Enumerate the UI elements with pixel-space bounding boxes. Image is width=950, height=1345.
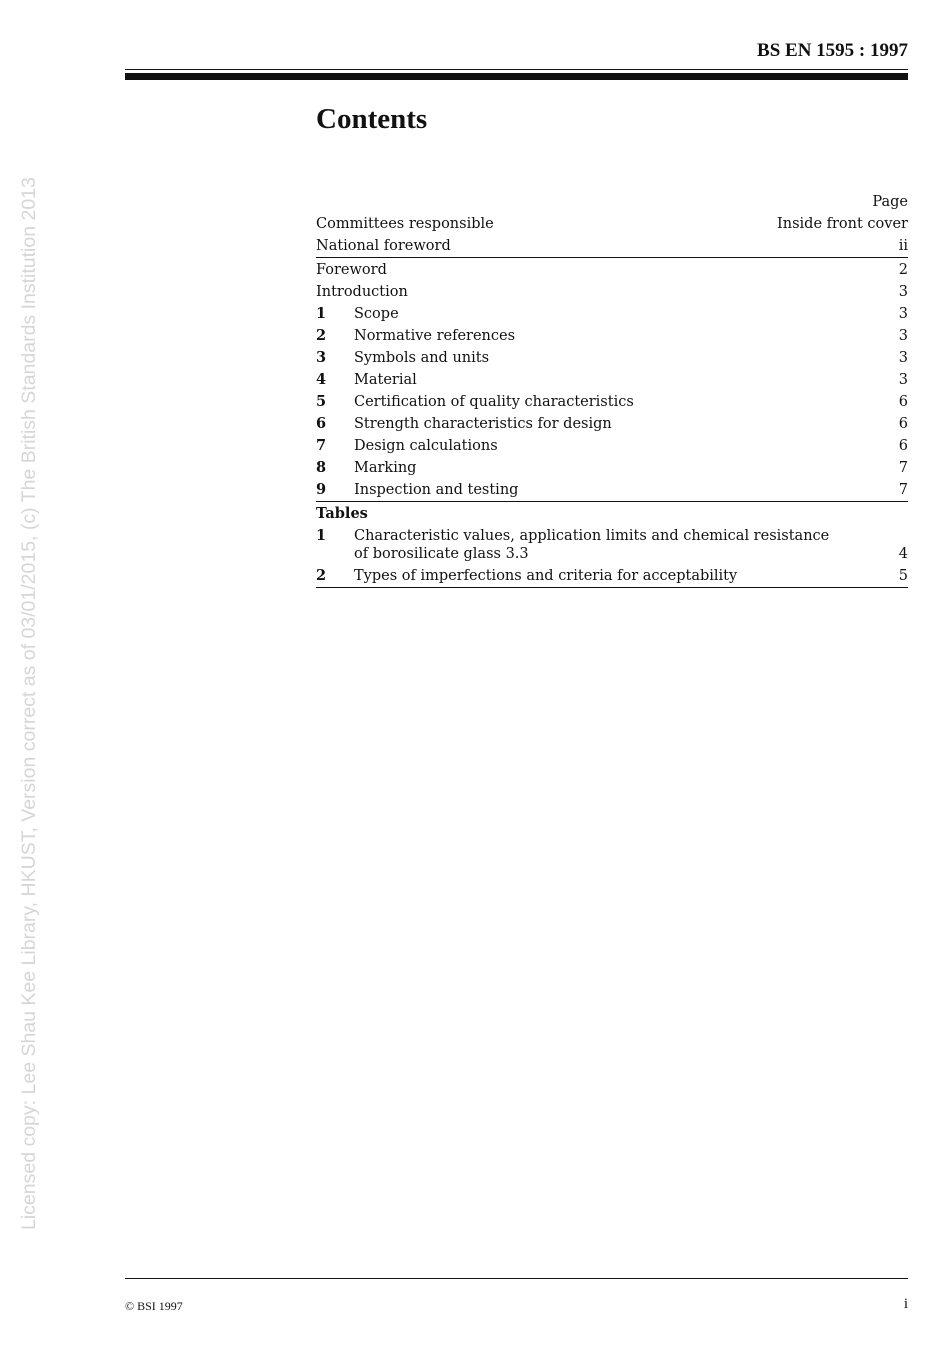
toc-table-entry[interactable] xyxy=(316,525,908,565)
clause-page: 3 xyxy=(898,306,908,322)
table-page: 5 xyxy=(898,568,908,584)
header-rule-thin xyxy=(125,69,908,70)
toc-clause[interactable] xyxy=(316,347,908,369)
toc-entry[interactable] xyxy=(316,235,908,258)
toc-clause[interactable] xyxy=(316,325,908,347)
toc-entry-page: 2 xyxy=(898,262,908,278)
toc-entry-page: Inside front cover xyxy=(777,216,908,232)
toc-entry-title: Committees responsible xyxy=(316,216,494,232)
clause-number: 6 xyxy=(316,415,327,432)
header-rule-thick xyxy=(125,73,908,80)
page-folio: i xyxy=(903,1296,908,1312)
clause-number: 2 xyxy=(316,327,327,344)
toc-clause[interactable] xyxy=(316,391,908,413)
toc-entry-page: 3 xyxy=(898,284,908,300)
toc-clause[interactable] xyxy=(316,457,908,479)
table-of-contents xyxy=(316,191,908,588)
toc-clause[interactable] xyxy=(316,413,908,435)
toc-page-heading: Page xyxy=(872,194,908,210)
footer-rule xyxy=(125,1278,908,1279)
toc-page-heading-row xyxy=(316,191,908,213)
standard-number: BS EN 1595 : 1997 xyxy=(757,40,908,61)
page-title: Contents xyxy=(316,103,428,135)
clause-title: Design calculations xyxy=(354,438,498,454)
footer-copyright: © BSI 1997 xyxy=(125,1299,183,1313)
clause-number: 4 xyxy=(316,371,327,388)
table-number: 1 xyxy=(316,527,327,544)
clause-page: 3 xyxy=(898,350,908,366)
table-title: Types of imperfections and criteria for acceptability xyxy=(354,568,738,584)
table-number: 2 xyxy=(316,567,327,584)
clause-page: 3 xyxy=(898,372,908,388)
toc-entry-title: Foreword xyxy=(316,262,387,278)
clause-page: 7 xyxy=(898,482,908,498)
clause-title: Material xyxy=(354,372,417,388)
toc-entry[interactable] xyxy=(316,281,908,303)
toc-entry-page: ii xyxy=(898,238,908,254)
clause-title: Scope xyxy=(354,306,399,322)
clause-number: 9 xyxy=(316,481,327,498)
toc-entry[interactable] xyxy=(316,213,908,235)
toc-entry-title: Introduction xyxy=(316,284,408,300)
clause-title: Symbols and units xyxy=(354,350,490,366)
clause-page: 6 xyxy=(898,416,908,432)
clause-number: 3 xyxy=(316,349,327,366)
clause-title: Strength characteristics for design xyxy=(354,416,612,432)
tables-heading: Tables xyxy=(316,505,368,522)
clause-page: 6 xyxy=(898,394,908,410)
clause-page: 6 xyxy=(898,438,908,454)
clause-title: Certification of quality characteristics xyxy=(354,394,634,410)
toc-clause[interactable] xyxy=(316,303,908,325)
clause-number: 8 xyxy=(316,459,327,476)
clause-title: Inspection and testing xyxy=(354,482,519,498)
toc-table-entry[interactable] xyxy=(316,565,908,588)
toc-entry[interactable] xyxy=(316,258,908,281)
toc-clause[interactable] xyxy=(316,369,908,391)
table-page: 4 xyxy=(898,546,908,562)
toc-entry-title: National foreword xyxy=(316,238,451,254)
clause-number: 7 xyxy=(316,437,327,454)
clause-number: 1 xyxy=(316,305,327,322)
clause-number: 5 xyxy=(316,393,327,410)
clause-title: Normative references xyxy=(354,328,516,344)
toc-clause[interactable] xyxy=(316,479,908,502)
tables-heading-row xyxy=(316,502,908,525)
toc-clause[interactable] xyxy=(316,435,908,457)
license-watermark: Licensed copy: Lee Shau Kee Library, HKUST, Version correct as of 03/01/2015, (c) The British Standards Institution 2013 xyxy=(18,177,40,1230)
clause-title: Marking xyxy=(354,460,417,476)
table-title: Characteristic values, application limits and chemical resistance of borosilicate glass 3.3 xyxy=(354,528,830,562)
clause-page: 7 xyxy=(898,460,908,476)
clause-page: 3 xyxy=(898,328,908,344)
